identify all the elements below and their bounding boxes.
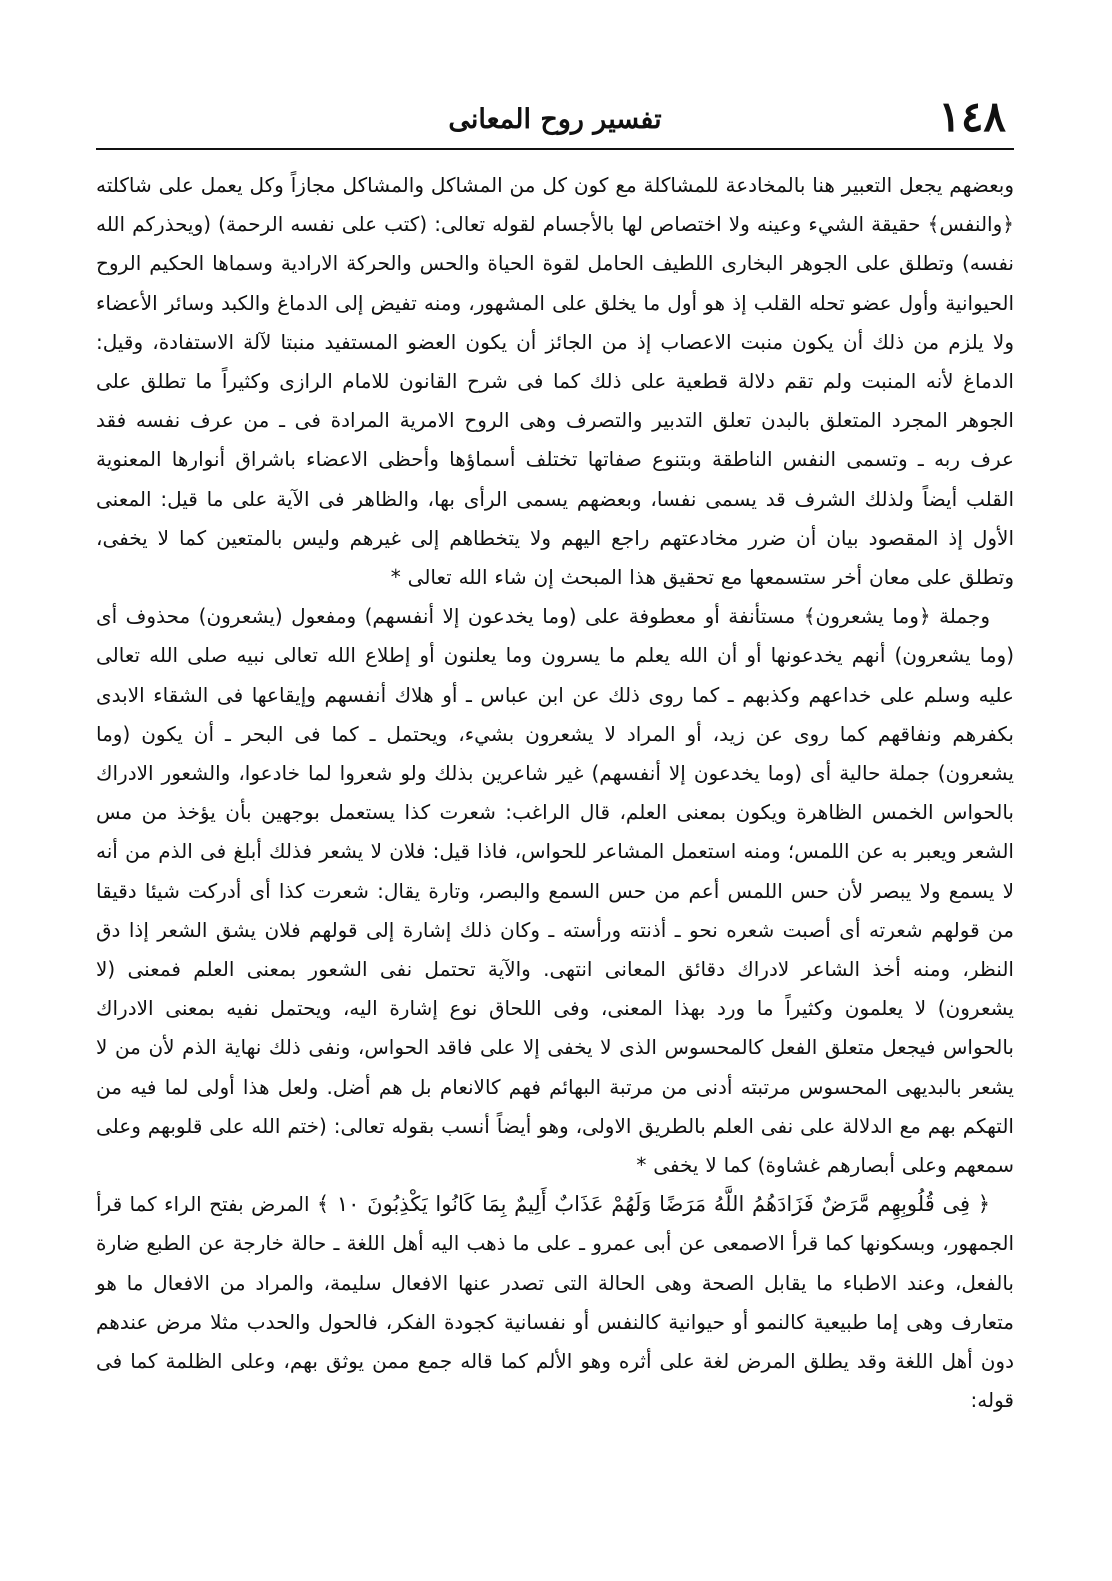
- paragraph-nafs: وبعضهم يجعل التعبير هنا بالمخادعة للمشاكلة مع كون كل من المشاكل والمشاكل مجازاً وكل يعمل على شاكلته ﴿والنفس﴾ حقيقة الشيء وعينه ولا اختصاص لها بالأجسام لقوله تعالى: (كتب على نفسه الرحمة) (ويحذركم الله نفسه) وتطلق على الجوهر البخارى اللطيف الحامل لقوة الحياة والحس والحركة الارادية وسماها الحكيم الروح الحيوانية وأول عضو تحله القلب إذ هو أول ما يخلق على المشهور، ومنه تفيض إلى الدماغ والكبد وسائر الأعضاء ولا يلزم من ذلك أن يكون منبت الاعصاب إذ من الجائز أن يكون العضو المستفيد منبتا لآلة الاستفادة، وقيل: الدماغ لأنه المنبت ولم تقم دلالة قطعية على ذلك كما فى شرح القانون للامام الرازى وكثيراً ما تطلق على الجوهر المجرد المتعلق بالبدن تعلق التدبير والتصرف وهى الروح الامرية المرادة فى ـ من عرف نفسه فقد عرف ربه ـ وتسمى النفس الناطقة وبتنوع صفاتها تختلف أسماؤها وأحظى الاعضاء باشراق أنوارها المعنوية القلب أيضاً ولذلك الشرف قد يسمى نفسا، وبعضهم يسمى الرأى بها، والظاهر فى الآية على ما قيل: المعنى الأول إذ المقصود بيان أن ضرر مخادعتهم راجع اليهم ولا يتخطاهم إلى غيرهم وليس بالمتعين كما لا يخفى، وتطلق على معان أخر ستسمعها مع تحقيق هذا المبحث إن شاء الله تعالى *: [96, 173, 1014, 590]
- header-rule: [96, 148, 1014, 150]
- running-title: تفسير روح المعانى: [448, 104, 662, 135]
- page-body: [96, 166, 1014, 1421]
- verse-commentary: المرض بفتح الراء كما قرأ الجمهور، وبسكونها كما قرأ الاصمعى عن أبى عمرو ـ على ما ذهب اليه أهل اللغة ـ حالة خارجة عن الطبع ضارة بالفعل، وعند الاطباء ما يقابل الصحة وهى الحالة التى تصدر عنها الافعال سليمة، والمراد من الافعال ما هو متعارف وهى إما طبيعية كالنمو أو حيوانية كالنفس أو نفسانية كجودة الفكر، فالحول والحدب مثلا مرض عندهم دون أهل اللغة وقد يطلق المرض لغة على أثره وهو الألم كما قاله جمع ممن يوثق بهم، وعلى الظلمة كما فى قوله:: [96, 1192, 1014, 1413]
- page-number: ١٤٨: [938, 92, 1006, 141]
- paragraph-verse: [96, 1185, 1014, 1420]
- paragraph-yashuroon: وجملة ﴿وما يشعرون﴾ مستأنفة أو معطوفة على (وما يخدعون إلا أنفسهم) ومفعول (يشعرون) محذوف أى (وما يشعرون) أنهم يخدعونها أو أن الله يعلم ما يسرون وما يعلنون أو إطلاع الله تعالى نبيه صلى الله تعالى عليه وسلم على خداعهم وكذبهم ـ كما روى ذلك عن ابن عباس ـ أو هلاك أنفسهم وإيقاعها فى الشقاء الابدى بكفرهم ونفاقهم كما روى عن زيد، أو المراد لا يشعرون بشيء، ويحتمل ـ كما فى البحر ـ أن يكون (وما يشعرون) جملة حالية أى (وما يخدعون إلا أنفسهم) غير شاعرين بذلك ولو شعروا لما خادعوا، والشعور الادراك بالحواس الخمس الظاهرة ويكون بمعنى العلم، قال الراغب: شعرت كذا يستعمل بوجهين بأن يؤخذ من مس الشعر ويعبر به عن اللمس؛ ومنه استعمل المشاعر للحواس، فاذا قيل: فلان لا يشعر فذلك أبلغ فى الذم من أنه لا يسمع ولا يبصر لأن حس اللمس أعم من حس السمع والبصر، وتارة يقال: شعرت كذا أى أدركت شيئا دقيقا من قولهم شعرته أى أصبت شعره نحو ـ أذنته ورأسته ـ وكان ذلك إشارة إلى قولهم فلان يشق الشعر إذا دق النظر، ومنه أخذ الشاعر لادراك دقائق المعانى انتهى. والآية تحتمل نفى الشعور بمعنى العلم فمعنى (لا يشعرون) لا يعلمون وكثيراً ما ورد بهذا المعنى، وفى اللحاق نوع إشارة اليه، ويحتمل نفيه بمعنى الادراك بالحواس فيجعل متعلق الفعل كالمحسوس الذى لا يخفى إلا على فاقد الحواس، ونفى ذلك نهاية الذم لأن من لا يشعر بالبديهى المحسوس مرتبته أدنى من مرتبة البهائم فهم كالانعام بل هم أضل. ولعل هذا أولى لما فيه من التهكم بهم مع الدلالة على نفى العلم بالطريق الاولى، وهو أيضاً أنسب بقوله تعالى: (ختم الله على قلوبهم وعلى سمعهم وعلى أبصارهم غشاوة) كما لا يخفى *: [96, 604, 1014, 1178]
- quran-verse: ﴿ فِى قُلُوبِهِم مَّرَضٌ فَزَادَهُمُ اللَّهُ مَرَضًا وَلَهُمْ عَذَابٌ أَلِيمٌ بِمَا كَانُوا يَكْذِبُونَ ١٠ ﴾: [316, 1192, 990, 1217]
